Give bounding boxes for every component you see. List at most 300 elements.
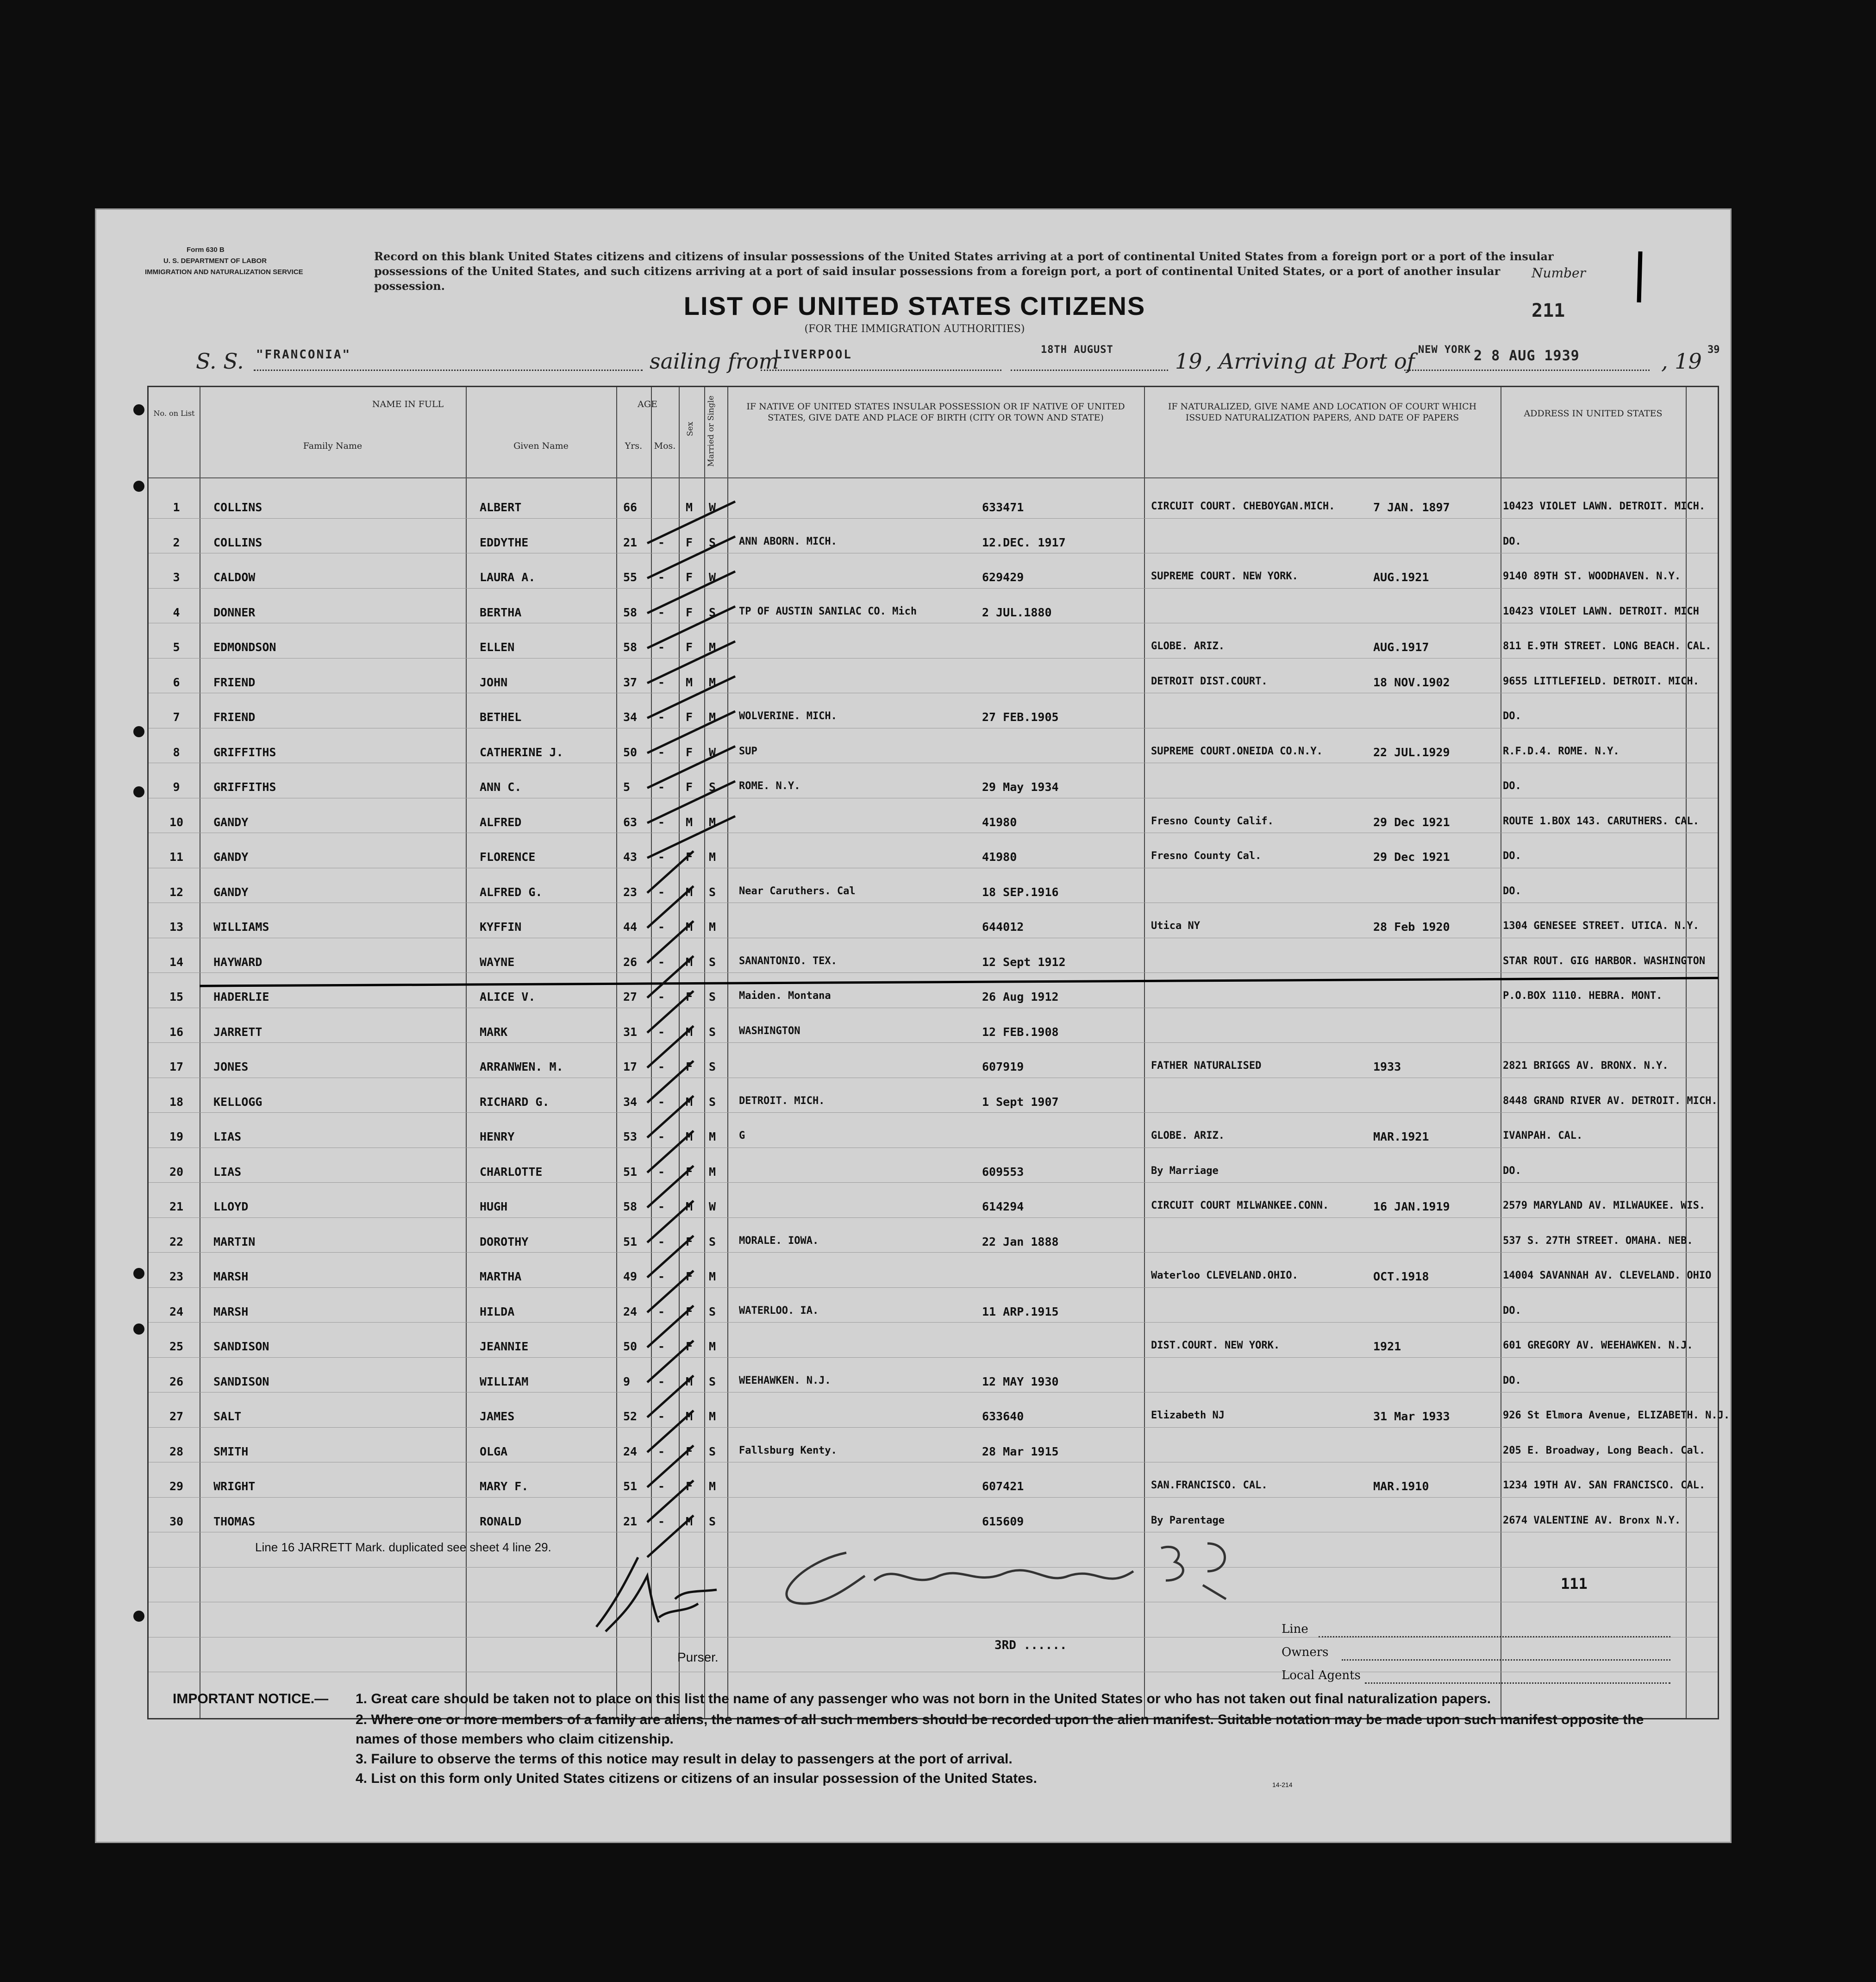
- age-years: 66: [623, 501, 638, 514]
- table-row: [149, 1466, 1718, 1501]
- sex: M: [686, 1025, 693, 1039]
- birth-date: 18 SEP.1916: [982, 885, 1059, 899]
- year-suffix-label: , 19: [1661, 349, 1702, 374]
- family-name: GANDY: [213, 885, 249, 899]
- row-number: 10: [169, 815, 184, 829]
- age-months: -: [658, 535, 665, 549]
- sex: F: [686, 640, 693, 654]
- birth-place: Near Caruthers. Cal: [739, 885, 856, 897]
- sex: F: [686, 850, 693, 864]
- family-name: GANDY: [213, 850, 249, 864]
- naturalization-court: SUPREME COURT.ONEIDA CO.N.Y.: [1151, 745, 1323, 757]
- row-number: 1: [173, 501, 180, 514]
- table-row: [149, 592, 1718, 627]
- family-name: JARRETT: [213, 1025, 263, 1039]
- sex: M: [686, 1514, 693, 1528]
- family-name: KELLOGG: [213, 1095, 263, 1109]
- departure-date: 18TH AUGUST: [1041, 344, 1113, 356]
- naturalization-date: AUG.1921: [1373, 571, 1429, 584]
- birth-date: 28 Mar 1915: [982, 1444, 1059, 1458]
- given-name: WAYNE: [480, 955, 515, 969]
- sex: F: [686, 571, 693, 584]
- naturalization-date: 1921: [1373, 1340, 1401, 1353]
- header-native: IF NATIVE OF UNITED STATES INSULAR POSSESSION OR IF NATIVE OF UNITED STATES, GIVE DATE AND PLACE OF BIRTH (CITY OR TOWN AND STATE): [746, 401, 1125, 423]
- age-years: 34: [623, 1095, 638, 1109]
- age-months: -: [658, 1270, 665, 1283]
- naturalization-court: Waterloo CLEVELAND.OHIO.: [1151, 1270, 1298, 1281]
- naturalization-date: 28 Feb 1920: [1373, 920, 1450, 934]
- header-name-in-full: NAME IN FULL: [372, 399, 444, 409]
- header-age: AGE: [638, 399, 657, 409]
- ss-label: S. S.: [196, 349, 244, 374]
- birth-date: 609553: [982, 1165, 1024, 1179]
- family-name: DONNER: [213, 605, 256, 619]
- row-number: 12: [169, 885, 184, 899]
- given-name: RICHARD G.: [480, 1095, 550, 1109]
- us-address: DO.: [1503, 1305, 1521, 1317]
- marital-status: S: [709, 1025, 716, 1039]
- family-name: GRIFFITHS: [213, 780, 276, 794]
- inspector-signature: [744, 1534, 1254, 1613]
- age-years: 24: [623, 1305, 638, 1318]
- naturalization-court: DETROIT DIST.COURT.: [1151, 675, 1268, 687]
- sex: M: [686, 1410, 693, 1423]
- row-number: 18: [169, 1095, 184, 1109]
- marital-status: M: [709, 1270, 716, 1283]
- passenger-table: [147, 386, 1730, 1719]
- age-months: -: [658, 1514, 665, 1528]
- given-name: MARK: [480, 1025, 508, 1039]
- given-name: HILDA: [480, 1305, 515, 1318]
- naturalization-court: By Marriage: [1151, 1165, 1219, 1177]
- marital-status: W: [709, 745, 716, 759]
- family-name: THOMAS: [213, 1514, 256, 1528]
- us-address: DO.: [1503, 885, 1521, 897]
- table-row: [149, 1011, 1718, 1047]
- age-years: 17: [623, 1060, 638, 1073]
- row-number: 27: [169, 1410, 184, 1423]
- age-years: 51: [623, 1480, 638, 1493]
- birth-place: G: [739, 1130, 745, 1142]
- sailing-label: sailing from: [650, 349, 779, 374]
- row-number: 13: [169, 920, 184, 934]
- naturalization-court: Utica NY: [1151, 920, 1200, 932]
- us-address: 601 GREGORY AV. WEEHAWKEN. N.J.: [1503, 1340, 1693, 1351]
- field-line: Line: [1282, 1622, 1308, 1636]
- given-name: OLGA: [480, 1444, 508, 1458]
- notice-item-4: 4. List on this form only United States citizens or citizens of an insular possession of the United States.: [356, 1771, 1037, 1786]
- us-address: 205 E. Broadway, Long Beach. Cal.: [1503, 1444, 1706, 1456]
- given-name: MARTHA: [480, 1270, 522, 1283]
- family-name: CALDOW: [213, 571, 256, 584]
- naturalization-court: Elizabeth NJ: [1151, 1410, 1225, 1421]
- row-number: 5: [173, 640, 180, 654]
- row-number: 30: [169, 1514, 184, 1528]
- row-number: 20: [169, 1165, 184, 1179]
- marital-status: S: [709, 1514, 716, 1528]
- family-name: LIAS: [213, 1130, 242, 1143]
- birth-date: 12 MAY 1930: [982, 1374, 1059, 1388]
- header-sex: Sex: [686, 421, 695, 436]
- age-months: -: [658, 1374, 665, 1388]
- sex: M: [686, 815, 693, 829]
- naturalization-date: MAR.1921: [1373, 1130, 1429, 1143]
- age-years: 55: [623, 571, 638, 584]
- marital-status: S: [709, 955, 716, 969]
- marital-status: W: [709, 571, 716, 584]
- sex: F: [686, 1444, 693, 1458]
- us-address: 9140 89TH ST. WOODHAVEN. N.Y.: [1503, 571, 1681, 582]
- birth-place: WASHINGTON: [739, 1025, 800, 1037]
- marital-status: M: [709, 710, 716, 724]
- form-identifier: [145, 245, 339, 278]
- sex: F: [686, 1270, 693, 1283]
- birth-date: 27 FEB.1905: [982, 710, 1059, 724]
- table-row: [149, 802, 1718, 837]
- naturalization-court: Fresno County Cal.: [1151, 850, 1262, 862]
- naturalization-court: SAN.FRANCISCO. CAL.: [1151, 1480, 1268, 1491]
- punch-hole: [133, 481, 144, 492]
- sex: F: [686, 1165, 693, 1179]
- birth-date: 633640: [982, 1410, 1024, 1423]
- sex: F: [686, 535, 693, 549]
- us-address: DO.: [1503, 1165, 1521, 1177]
- birth-place: TP OF AUSTIN SANILAC CO. Mich: [739, 605, 917, 617]
- birth-date: 633471: [982, 501, 1024, 514]
- age-years: 21: [623, 535, 638, 549]
- row-number: 8: [173, 745, 180, 759]
- row-number: 23: [169, 1270, 184, 1283]
- age-months: -: [658, 920, 665, 934]
- naturalization-date: 29 Dec 1921: [1373, 815, 1450, 829]
- given-name: DOROTHY: [480, 1235, 529, 1248]
- marital-status: S: [709, 1060, 716, 1073]
- family-name: MARTIN: [213, 1235, 256, 1248]
- birth-place: Maiden. Montana: [739, 990, 831, 1002]
- sex: F: [686, 745, 693, 759]
- sex: M: [686, 1130, 693, 1143]
- family-name: COLLINS: [213, 501, 263, 514]
- row-number: 15: [169, 990, 184, 1004]
- number-value: 211: [1532, 300, 1565, 321]
- sheet-number: 111: [1561, 1575, 1588, 1593]
- family-name: FRIEND: [213, 675, 256, 689]
- arrival-stamp: 2 8 AUG 1939: [1474, 348, 1580, 364]
- age-years: 53: [623, 1130, 638, 1143]
- table-row: [149, 1396, 1730, 1431]
- marital-status: S: [709, 535, 716, 549]
- table-row: [149, 1046, 1718, 1081]
- naturalization-court: Fresno County Calif.: [1151, 815, 1274, 827]
- age-years: 34: [623, 710, 638, 724]
- given-name: BETHEL: [480, 710, 522, 724]
- age-years: 21: [623, 1514, 638, 1528]
- age-years: 52: [623, 1410, 638, 1423]
- service-name: IMMIGRATION AND NATURALIZATION SERVICE: [145, 268, 303, 276]
- punch-hole: [133, 726, 144, 737]
- birth-date: 12 Sept 1912: [982, 955, 1066, 969]
- age-months: -: [658, 605, 665, 619]
- marital-status: W: [709, 501, 716, 514]
- row-number: 24: [169, 1305, 184, 1318]
- form-number: Form 630 B: [187, 246, 225, 254]
- age-years: 9: [623, 1374, 631, 1388]
- sex: F: [686, 1480, 693, 1493]
- birth-date: 12 FEB.1908: [982, 1025, 1059, 1039]
- sex: F: [686, 1340, 693, 1353]
- row-number: 22: [169, 1235, 184, 1248]
- field-local-agents: Local Agents: [1282, 1668, 1361, 1682]
- birth-date: 22 Jan 1888: [982, 1235, 1059, 1248]
- given-name: BERTHA: [480, 605, 522, 619]
- birth-date: 607421: [982, 1480, 1024, 1493]
- ship-name: "FRANCONIA": [256, 348, 351, 362]
- birth-date: 614294: [982, 1200, 1024, 1213]
- age-years: 58: [623, 1200, 638, 1213]
- header-naturalized: IF NATURALIZED, GIVE NAME AND LOCATION OF COURT WHICH ISSUED NATURALIZATION PAPERS, AND DATE OF PAPERS: [1168, 401, 1477, 423]
- us-address: DO.: [1503, 535, 1521, 547]
- row-number: 2: [173, 535, 180, 549]
- age-months: -: [658, 1480, 665, 1493]
- marital-status: M: [709, 1410, 716, 1423]
- header-address: ADDRESS IN UNITED STATES: [1524, 408, 1663, 419]
- number-label: Number: [1532, 265, 1586, 281]
- birth-date: 1 Sept 1907: [982, 1095, 1059, 1109]
- given-name: LAURA A.: [480, 571, 536, 584]
- arrival-year: 39: [1707, 344, 1720, 356]
- age-months: -: [658, 1410, 665, 1423]
- age-years: 51: [623, 1165, 638, 1179]
- birth-date: 629429: [982, 571, 1024, 584]
- footer-note: Line 16 JARRETT Mark. duplicated see sheet 4 line 29.: [255, 1540, 551, 1554]
- table-row: [149, 522, 1718, 557]
- marital-status: M: [709, 850, 716, 864]
- birth-date: 607919: [982, 1060, 1024, 1073]
- marital-status: S: [709, 990, 716, 1004]
- family-name: LIAS: [213, 1165, 242, 1179]
- us-address: 1234 19TH AV. SAN FRANCISCO. CAL.: [1503, 1480, 1706, 1491]
- age-months: -: [658, 1200, 665, 1213]
- table-row: [149, 732, 1718, 767]
- birth-date: 41980: [982, 850, 1017, 864]
- table-row: [149, 766, 1718, 802]
- naturalization-court: SUPREME COURT. NEW YORK.: [1151, 571, 1298, 582]
- birth-place: SUP: [739, 745, 757, 757]
- age-years: 26: [623, 955, 638, 969]
- row-number: 16: [169, 1025, 184, 1039]
- naturalization-court: CIRCUIT COURT. CHEBOYGAN.MICH.: [1151, 501, 1335, 512]
- us-address: ROUTE 1.BOX 143. CARUTHERS. CAL.: [1503, 815, 1699, 827]
- marital-status: M: [709, 815, 716, 829]
- family-name: SMITH: [213, 1444, 249, 1458]
- us-address: DO.: [1503, 1374, 1521, 1386]
- us-address: 537 S. 27TH STREET. OMAHA. NEB.: [1503, 1235, 1693, 1247]
- birth-place: Fallsburg Kenty.: [739, 1444, 837, 1456]
- header-yrs: Yrs.: [625, 441, 643, 451]
- age-months: -: [658, 955, 665, 969]
- row-number: 28: [169, 1444, 184, 1458]
- family-name: MARSH: [213, 1305, 249, 1318]
- family-name: JONES: [213, 1060, 249, 1073]
- age-months: -: [658, 675, 665, 689]
- age-months: -: [658, 1444, 665, 1458]
- marital-status: S: [709, 1235, 716, 1248]
- table-row: [149, 487, 1718, 522]
- marital-status: S: [709, 1444, 716, 1458]
- family-name: WILLIAMS: [213, 920, 269, 934]
- sex: F: [686, 1305, 693, 1318]
- given-name: ALBERT: [480, 501, 522, 514]
- sex: M: [686, 955, 693, 969]
- age-months: -: [658, 850, 665, 864]
- birth-date: 26 Aug 1912: [982, 990, 1059, 1004]
- birth-place: MORALE. IOWA.: [739, 1235, 819, 1247]
- sex: M: [686, 920, 693, 934]
- birth-place: ROME. N.Y.: [739, 780, 800, 792]
- voyage-line: [96, 344, 1733, 376]
- table-row: [149, 1291, 1718, 1326]
- age-months: -: [658, 1095, 665, 1109]
- given-name: MARY F.: [480, 1480, 529, 1493]
- row-number: 29: [169, 1480, 184, 1493]
- notice-heading: IMPORTANT NOTICE.—: [173, 1691, 329, 1706]
- arriving-label: , Arriving at Port of: [1205, 349, 1415, 374]
- row-number: 17: [169, 1060, 184, 1073]
- given-name: WILLIAM: [480, 1374, 529, 1388]
- naturalization-date: 31 Mar 1933: [1373, 1410, 1450, 1423]
- birth-date: 615609: [982, 1514, 1024, 1528]
- given-name: ALFRED G.: [480, 885, 543, 899]
- given-name: JOHN: [480, 675, 508, 689]
- age-months: -: [658, 1060, 665, 1073]
- age-months: -: [658, 640, 665, 654]
- row-number: 3: [173, 571, 180, 584]
- birth-date: 41980: [982, 815, 1017, 829]
- birth-date: 11 ARP.1915: [982, 1305, 1059, 1318]
- us-address: DO.: [1503, 780, 1521, 792]
- naturalization-date: 1933: [1373, 1060, 1401, 1073]
- header-given-name: Given Name: [513, 441, 569, 451]
- given-name: CHARLOTTE: [480, 1165, 543, 1179]
- marital-status: S: [709, 605, 716, 619]
- birth-place: WATERLOO. IA.: [739, 1305, 819, 1317]
- given-name: JEANNIE: [480, 1340, 529, 1353]
- given-name: EDDYTHE: [480, 535, 529, 549]
- birth-place: ANN ABORN. MICH.: [739, 535, 837, 547]
- marital-status: M: [709, 1480, 716, 1493]
- birth-place: WEEHAWKEN. N.J.: [739, 1374, 831, 1386]
- table-row: [149, 941, 1718, 977]
- age-months: -: [658, 815, 665, 829]
- family-name: HAYWARD: [213, 955, 263, 969]
- us-address: R.F.D.4. ROME. N.Y.: [1503, 745, 1620, 757]
- punch-hole: [133, 1268, 144, 1279]
- marital-status: W: [709, 1200, 716, 1213]
- age-years: 58: [623, 605, 638, 619]
- age-years: 51: [623, 1235, 638, 1248]
- row-number: 25: [169, 1340, 184, 1353]
- punch-hole: [133, 1323, 144, 1335]
- departure-port: LIVERPOOL: [775, 348, 852, 362]
- given-name: ALFRED: [480, 815, 522, 829]
- given-name: JAMES: [480, 1410, 515, 1423]
- row-number: 19: [169, 1130, 184, 1143]
- family-name: MARSH: [213, 1270, 249, 1283]
- naturalization-date: MAR.1910: [1373, 1480, 1429, 1493]
- family-name: FRIEND: [213, 710, 256, 724]
- arrival-port: NEW YORK: [1418, 344, 1471, 356]
- us-address: 2674 VALENTINE AV. Bronx N.Y.: [1503, 1514, 1681, 1526]
- given-name: FLORENCE: [480, 850, 536, 864]
- marital-status: S: [709, 780, 716, 794]
- page-subtitle: (FOR THE IMMIGRATION AUTHORITIES): [804, 323, 1025, 335]
- age-years: 43: [623, 850, 638, 864]
- table-row: [149, 1501, 1718, 1536]
- given-name: ALICE V.: [480, 990, 536, 1004]
- given-name: RONALD: [480, 1514, 522, 1528]
- table-row: [149, 1361, 1718, 1396]
- marital-status: S: [709, 1305, 716, 1318]
- table-row: [149, 696, 1718, 732]
- age-years: 49: [623, 1270, 638, 1283]
- age-years: 44: [623, 920, 638, 934]
- sex: F: [686, 1235, 693, 1248]
- given-name: ELLEN: [480, 640, 515, 654]
- punch-hole: [133, 404, 144, 415]
- age-years: 24: [623, 1444, 638, 1458]
- us-address: 8448 GRAND RIVER AV. DETROIT. MICH.: [1503, 1095, 1718, 1107]
- us-address: IVANPAH. CAL.: [1503, 1130, 1583, 1142]
- us-address: 926 St Elmora Avenue, ELIZABETH. N.J.: [1503, 1410, 1730, 1421]
- sex: F: [686, 710, 693, 724]
- age-years: 23: [623, 885, 638, 899]
- naturalization-date: 18 NOV.1902: [1373, 675, 1450, 689]
- age-years: 58: [623, 640, 638, 654]
- header-married: Married or Single: [707, 395, 716, 467]
- table-row: [149, 1431, 1718, 1466]
- age-months: -: [658, 885, 665, 899]
- marital-status: M: [709, 675, 716, 689]
- given-name: CATHERINE J.: [480, 745, 563, 759]
- age-months: -: [658, 1165, 665, 1179]
- naturalization-court: FATHER NATURALISED: [1151, 1060, 1262, 1072]
- birth-place: WOLVERINE. MICH.: [739, 710, 837, 722]
- notice-code: 14-214: [1272, 1781, 1293, 1788]
- marital-status: M: [709, 1340, 716, 1353]
- naturalization-date: 29 Dec 1921: [1373, 850, 1450, 864]
- birth-date: 29 May 1934: [982, 780, 1059, 794]
- naturalization-court: By Parentage: [1151, 1514, 1225, 1526]
- age-months: -: [658, 1130, 665, 1143]
- given-name: HENRY: [480, 1130, 515, 1143]
- naturalization-court: GLOBE. ARIZ.: [1151, 640, 1225, 652]
- age-years: 37: [623, 675, 638, 689]
- notice-item-2: 2. Where one or more members of a family are aliens, the names of all such members should be recorded upon the alien manifest. Suitable notation may be made upon such manifest opposite the names of those members who claim citizenship.: [356, 1712, 1644, 1747]
- given-name: ARRANWEN. M.: [480, 1060, 563, 1073]
- marital-status: M: [709, 640, 716, 654]
- us-address: 2821 BRIGGS AV. BRONX. N.Y.: [1503, 1060, 1669, 1072]
- naturalization-court: GLOBE. ARIZ.: [1151, 1130, 1225, 1142]
- manifest-page: [95, 208, 1732, 1843]
- table-row: [149, 836, 1718, 872]
- age-years: 31: [623, 1025, 638, 1039]
- class-mark: 3RD ......: [994, 1638, 1067, 1652]
- us-address: DO.: [1503, 850, 1521, 862]
- sex: M: [686, 885, 693, 899]
- table-row: [149, 1326, 1718, 1361]
- table-row: [149, 662, 1718, 697]
- sex: M: [686, 675, 693, 689]
